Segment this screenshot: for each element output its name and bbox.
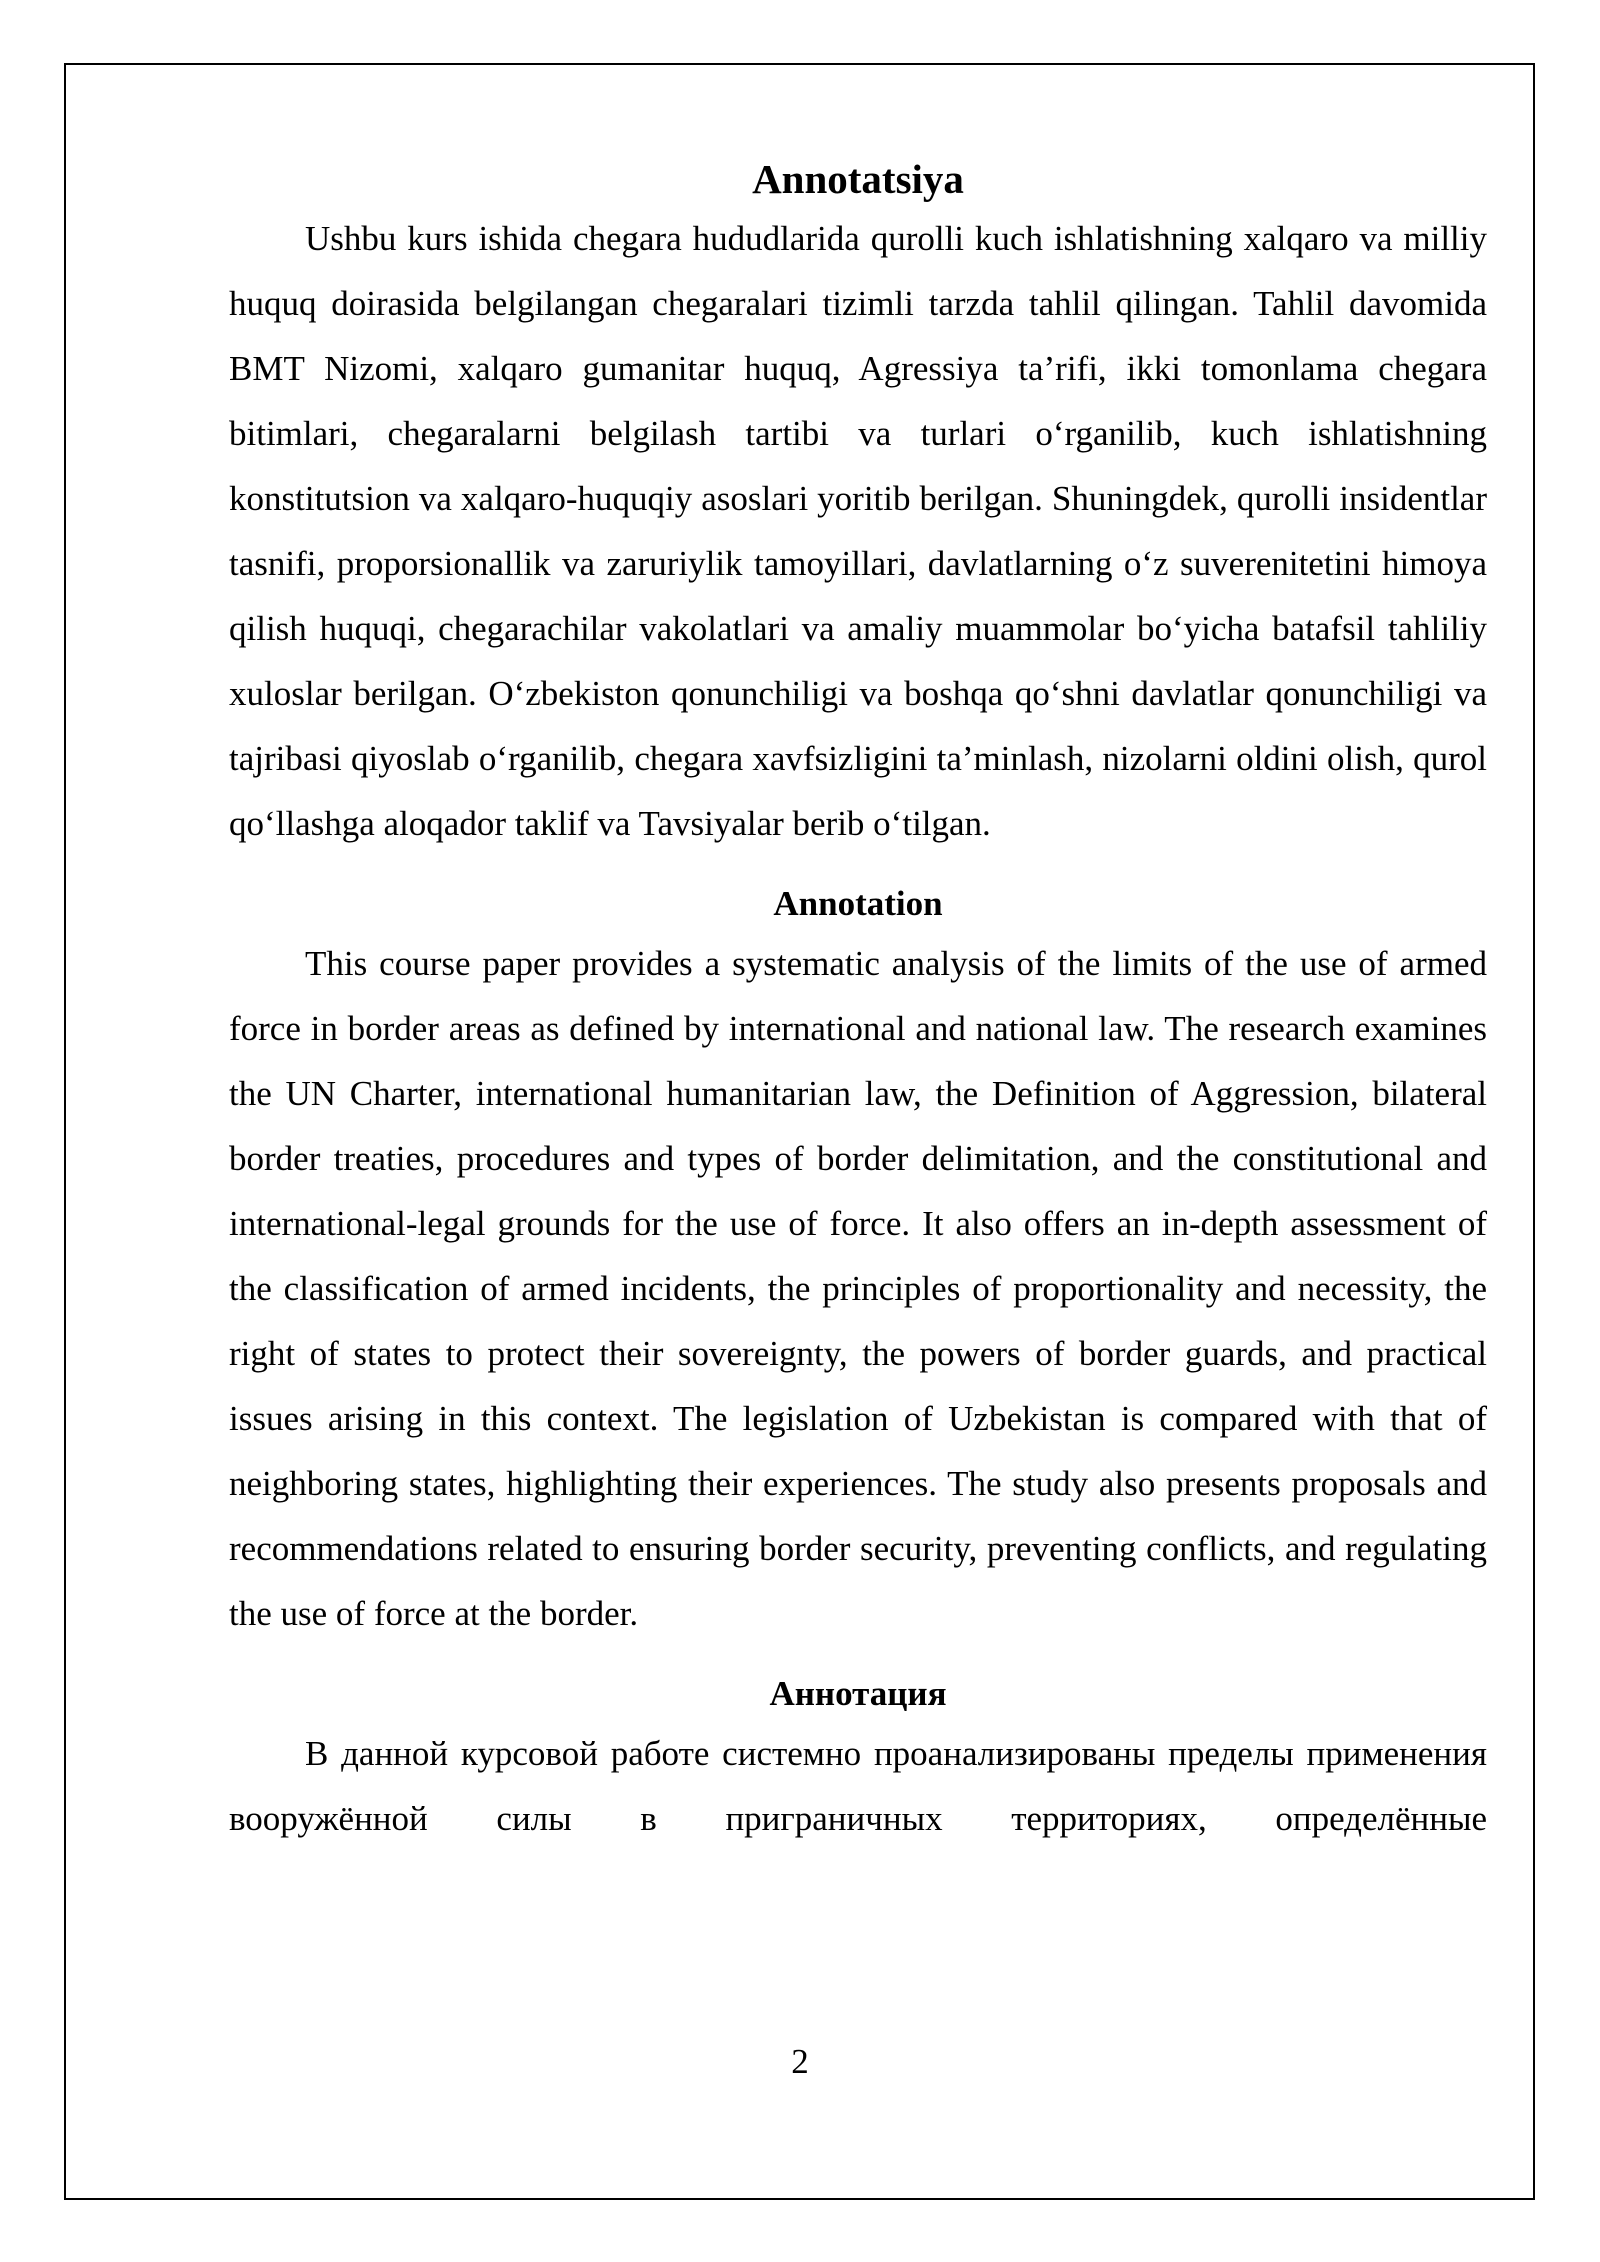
page-number: 2 [791,2042,809,2081]
heading-uzbek: Annotatsiya [752,156,964,202]
section-gap [229,856,1487,877]
document-body [229,152,1487,1851]
heading-english: Annotation [773,884,943,923]
paragraph-uzbek: Ushbu kurs ishida chegara hududlarida qurolli kuch ishlatishning xalqaro va milliy huquq doirasida belgilangan chegaralari tizimli tarzda tahlil qilingan. Tahlil davomida BMT Nizomi, xalqaro gumanitar huquq, Agressiya ta’rifi, ikki tomonlama chegara bitimlari, chegaralarni belgilash tartibi va turlari o‘rganilib, kuch ishlatishning konstitutsion va xalqaro-huquqiy asoslari yoritib berilgan. Shuningdek, qurolli insidentlar tasnifi, proporsionallik va zaruriylik tamoyillari, davlatlarning o‘z suverenitetini himoya qilish huquqi, chegarachilar vakolatlari va amaliy muammolar bo‘yicha batafsil tahliliy xuloslar berilgan. O‘zbekiston qonunchiligi va boshqa qo‘shni davlatlar qonunchiligi va tajribasi qiyoslab o‘rganilib, chegara xavfsizligini ta’minlash, nizolarni oldini olish, qurol qo‘llashga aloqador taklif va Tavsiyalar berib o‘tilgan. [229,219,1487,843]
paragraph-russian: В данной курсовой работе системно проанализированы пределы применения вооружённой силы в приграничных территориях, определённые [229,1734,1487,1838]
section-gap [229,1646,1487,1667]
heading-russian: Аннотация [769,1674,947,1713]
paragraph-english: This course paper provides a systematic analysis of the limits of the use of armed force in border areas as defined by international and national law. The research examines the UN Charter, international humanitarian law, the Definition of Aggression, bilateral border treaties, procedures and types of border delimitation, and the constitutional and international-legal grounds for the use of force. It also offers an in-depth assessment of the classification of armed incidents, the principles of proportionality and necessity, the right of states to protect their sovereignty, the powers of border guards, and practical issues arising in this context. The legislation of Uzbekistan is compared with that of neighboring states, highlighting their experiences. The study also presents proposals and recommendations related to ensuring border security, preventing conflicts, and regulating the use of force at the border. [229,944,1487,1633]
